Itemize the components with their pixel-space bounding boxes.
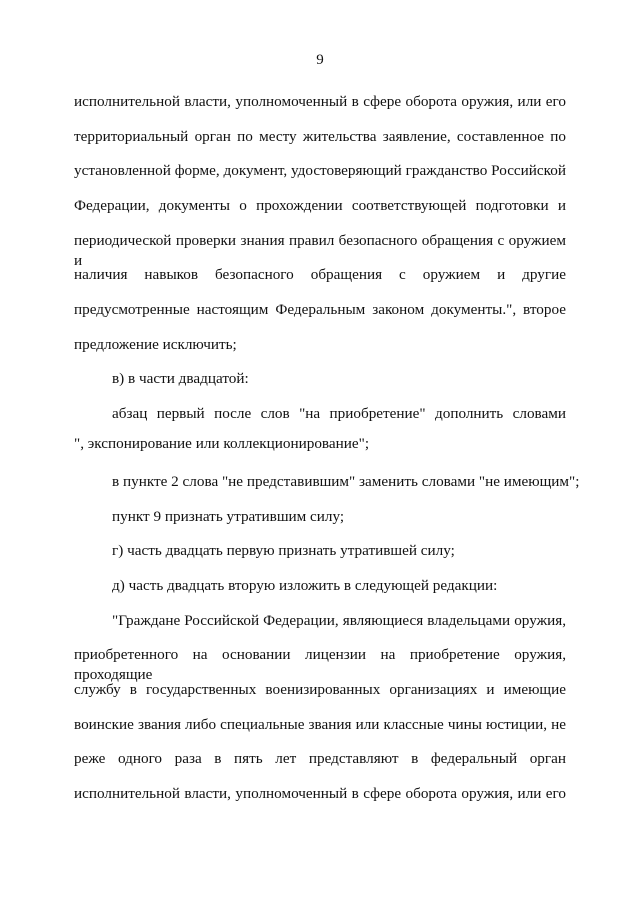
text-line: установленной форме, документ, удостоверяющий гражданство Российской: [74, 162, 566, 179]
text-line: в пункте 2 слова "не представившим" заменить словами "не имеющим";: [112, 473, 580, 490]
text-line: службу в государственных военизированных организациях и имеющие: [74, 681, 566, 698]
text-line: пункт 9 признать утратившим силу;: [112, 508, 345, 525]
text-line: наличия навыков безопасного обращения с оружием и другие: [74, 266, 566, 283]
text-line: периодической проверки знания правил безопасного обращения с оружием и: [74, 232, 566, 269]
text-line: предложение исключить;: [74, 336, 237, 353]
text-line: ", экспонирование или коллекционирование";: [74, 435, 370, 452]
text-line: д) часть двадцать вторую изложить в следующей редакции:: [112, 577, 498, 594]
text-line: воинские звания либо специальные звания или классные чины юстиции, не: [74, 716, 566, 733]
text-line: абзац первый после слов "на приобретение" дополнить словами: [112, 405, 566, 422]
text-line: приобретенного на основании лицензии на приобретение оружия, проходящие: [74, 646, 566, 683]
text-line: исполнительной власти, уполномоченный в сфере оборота оружия, или его: [74, 93, 566, 110]
text-line: территориальный орган по месту жительства заявление, составленное по: [74, 128, 566, 145]
text-line: Федерации, документы о прохождении соответствующей подготовки и: [74, 197, 566, 214]
text-line: реже одного раза в пять лет представляют в федеральный орган: [74, 750, 566, 767]
text-line: "Граждане Российской Федерации, являющиеся владельцами оружия,: [112, 612, 566, 629]
text-line: исполнительной власти, уполномоченный в сфере оборота оружия, или его: [74, 785, 566, 802]
text-line: в) в части двадцатой:: [112, 370, 249, 387]
page-number: 9: [316, 52, 324, 68]
text-line: предусмотренные настоящим Федеральным законом документы.", второе: [74, 301, 566, 318]
text-line: г) часть двадцать первую признать утратившей силу;: [112, 542, 455, 559]
